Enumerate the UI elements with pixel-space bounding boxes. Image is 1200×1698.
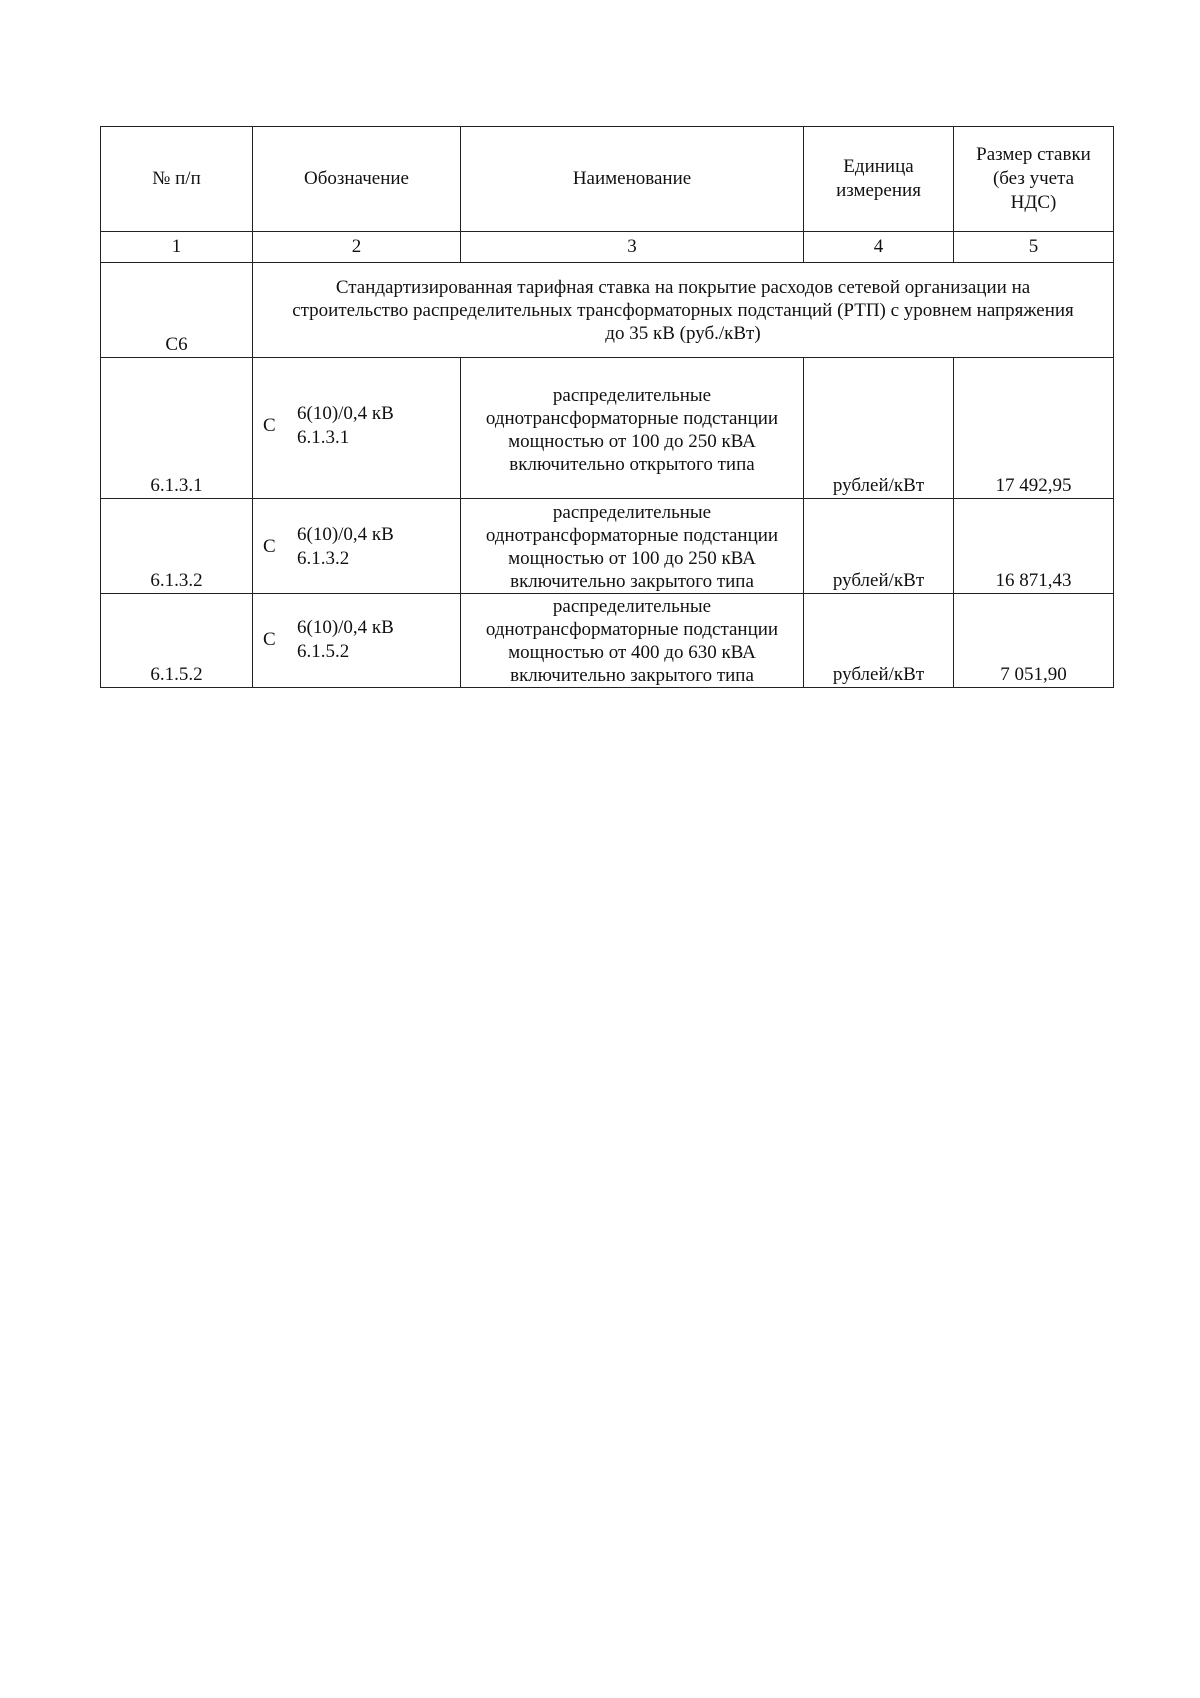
row-number: 6.1.3.1: [101, 358, 253, 499]
header-unit: [804, 127, 954, 232]
row-name: [461, 499, 804, 594]
row-name-line: распределительные: [552, 385, 712, 406]
designation-letter: С: [263, 415, 276, 436]
designation-code: 6.1.3.2: [297, 548, 350, 569]
designation-code: 6.1.5.2: [297, 641, 350, 662]
designation-voltage: 6(10)/0,4 кВ: [297, 403, 394, 424]
row-name-line: однотрансформаторные подстанции: [485, 408, 779, 429]
column-number: 4: [804, 232, 954, 263]
row-name-line: включительно закрытого типа: [510, 571, 754, 592]
row-name: [461, 594, 804, 688]
row-number: 6.1.3.2: [101, 499, 253, 594]
header-designation: Обозначение: [253, 127, 461, 232]
row-rate: 16 871,43: [954, 499, 1114, 594]
designation-letter: С: [263, 629, 276, 650]
header-rate-line: (без учета: [992, 168, 1075, 189]
header-number: № п/п: [101, 127, 253, 232]
row-name-line: включительно открытого типа: [509, 454, 755, 475]
row-designation: [253, 594, 461, 688]
header-rate-line: НДС): [1010, 192, 1057, 213]
group-code: С6: [101, 263, 253, 358]
row-number: 6.1.5.2: [101, 594, 253, 688]
header-name: Наименование: [461, 127, 804, 232]
header-unit-line: Единица: [843, 156, 914, 177]
group-title-line: строительство распределительных трансформаторных подстанций (РТП) с уровнем напряжения: [292, 299, 1074, 321]
row-name-line: включительно закрытого типа: [510, 665, 754, 686]
row-rate: 7 051,90: [954, 594, 1114, 688]
table-row: [101, 358, 1114, 499]
row-name-line: мощностью от 100 до 250 кВА: [508, 431, 756, 452]
column-number: 5: [954, 232, 1114, 263]
header-rate: [954, 127, 1114, 232]
column-number-row: [101, 232, 1114, 263]
designation-code: 6.1.3.1: [297, 427, 350, 448]
row-name-line: распределительные: [552, 596, 712, 617]
column-number: 1: [101, 232, 253, 263]
group-title: [253, 263, 1114, 358]
row-unit: рублей/кВт: [804, 499, 954, 594]
header-unit-line: измерения: [836, 180, 921, 201]
designation-letter: С: [263, 536, 276, 557]
tariff-table: [100, 126, 1114, 688]
designation-voltage: 6(10)/0,4 кВ: [297, 617, 394, 638]
row-name-line: однотрансформаторные подстанции: [485, 619, 779, 640]
row-name: [461, 358, 804, 499]
header-rate-line: Размер ставки: [976, 144, 1091, 165]
row-name-line: распределительные: [552, 502, 712, 523]
row-unit: рублей/кВт: [804, 594, 954, 688]
table-row: [101, 594, 1114, 688]
column-number: 3: [461, 232, 804, 263]
column-number: 2: [253, 232, 461, 263]
group-title-line: до 35 кВ (руб./кВт): [605, 322, 761, 344]
table-row: [101, 499, 1114, 594]
group-title-line: Стандартизированная тарифная ставка на покрытие расходов сетевой организации на: [335, 276, 1031, 298]
header-row: [101, 127, 1114, 232]
row-name-line: мощностью от 400 до 630 кВА: [508, 642, 756, 663]
row-rate: 17 492,95: [954, 358, 1114, 499]
designation-voltage: 6(10)/0,4 кВ: [297, 524, 394, 545]
row-unit: рублей/кВт: [804, 358, 954, 499]
group-row: [101, 263, 1114, 358]
row-name-line: мощностью от 100 до 250 кВА: [508, 548, 756, 569]
row-name-line: однотрансформаторные подстанции: [485, 525, 779, 546]
row-designation: [253, 499, 461, 594]
row-designation: [253, 358, 461, 499]
